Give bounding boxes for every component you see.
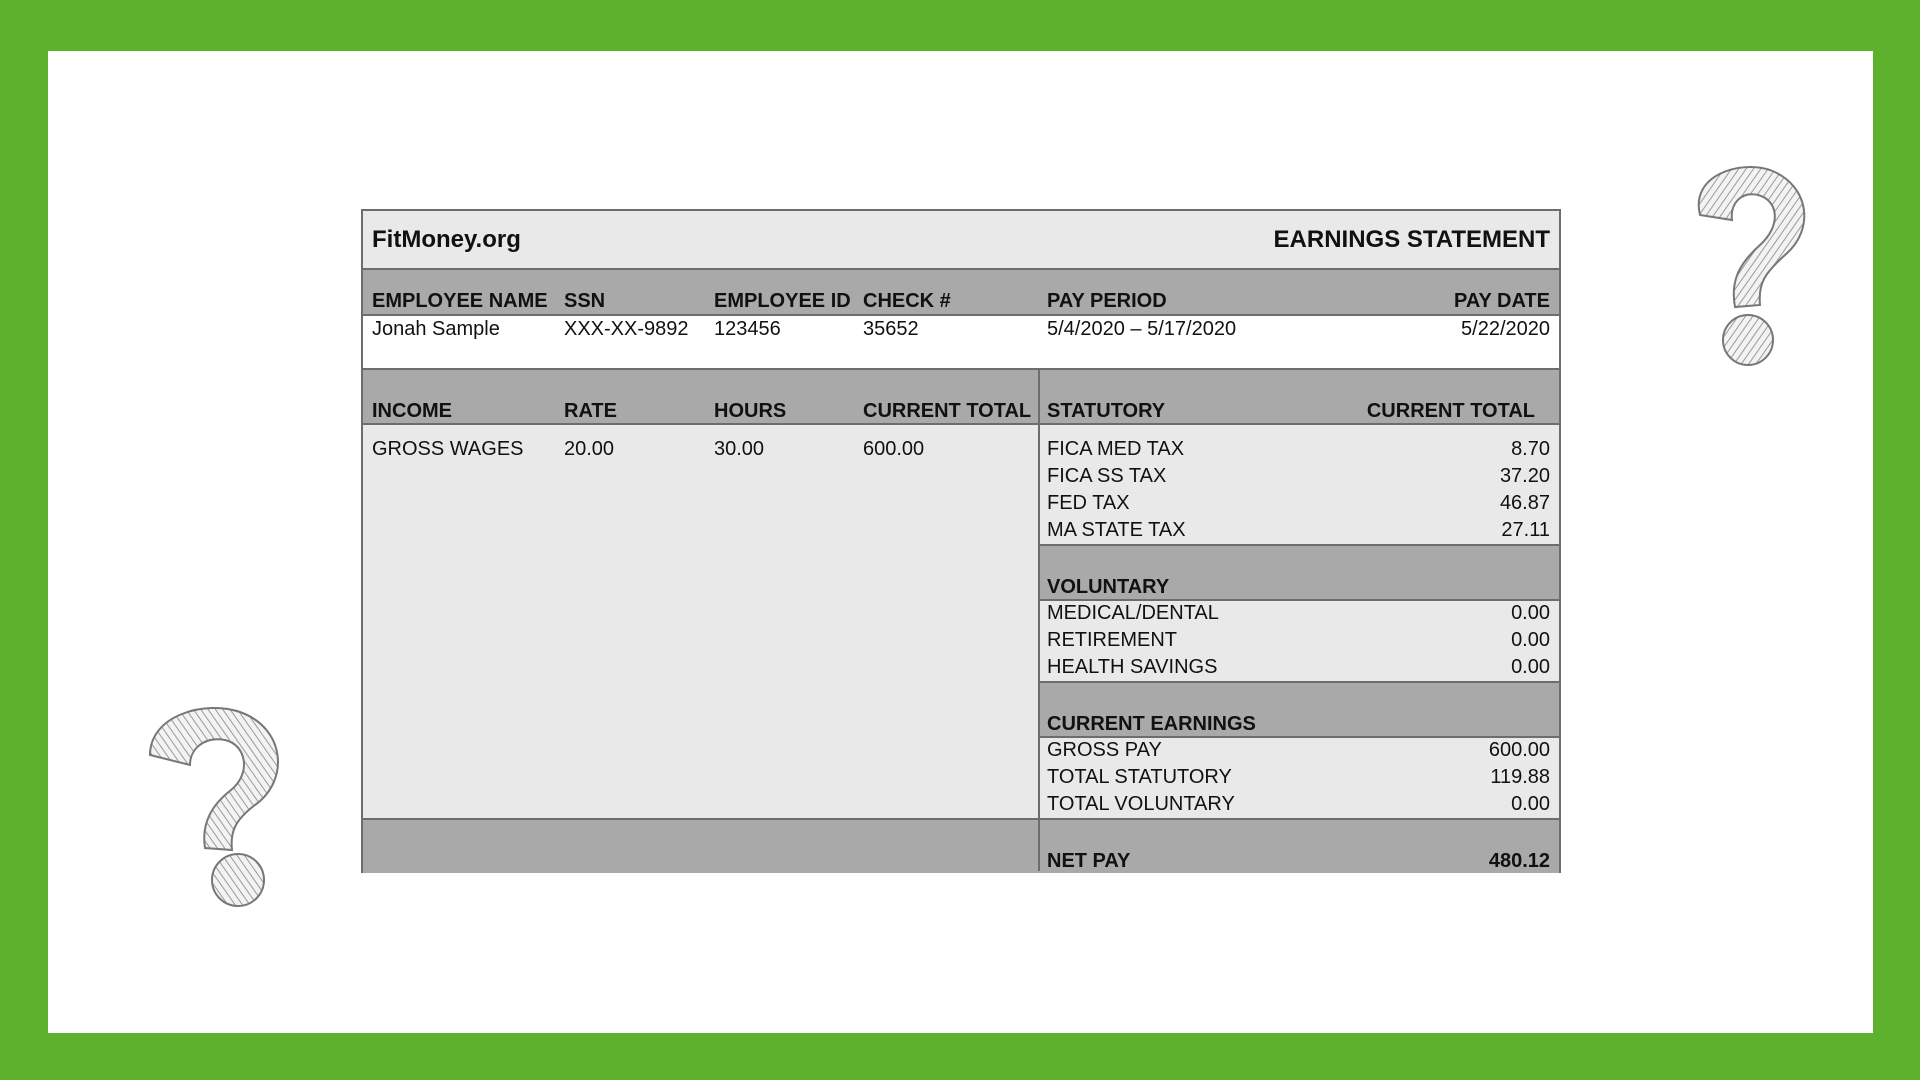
income-rate: 20.00	[564, 438, 615, 460]
ssn-header: SSN	[564, 290, 606, 312]
voluntary-label: RETIREMENT	[1047, 629, 1177, 651]
voluntary-header: VOLUNTARY	[1047, 576, 1170, 598]
income-header: INCOME	[372, 400, 452, 422]
pay-period: 5/4/2020 – 5/17/2020	[1047, 318, 1237, 340]
earnings-value: 119.88	[1490, 766, 1550, 788]
income-header-band	[363, 370, 1559, 423]
voluntary-value: 0.00	[1511, 629, 1550, 651]
check-number: 35652	[863, 318, 919, 340]
column-divider	[1038, 370, 1040, 871]
net-pay-value: 480.12	[1488, 850, 1550, 872]
earnings-label: TOTAL VOLUNTARY	[1047, 793, 1235, 815]
question-mark-icon	[1660, 155, 1815, 370]
voluntary-label: MEDICAL/DENTAL	[1047, 602, 1219, 624]
pay-date: 5/22/2020	[1461, 318, 1550, 340]
company-name: FitMoney.org	[372, 226, 521, 253]
statutory-current-total-header: CURRENT TOTAL	[1366, 400, 1535, 422]
title-band	[363, 211, 1559, 268]
statutory-label: FICA SS TAX	[1047, 465, 1167, 487]
employee-info-row	[363, 316, 1559, 368]
statutory-value: 8.70	[1511, 438, 1550, 460]
current-earnings-header: CURRENT EARNINGS	[1047, 713, 1256, 735]
statutory-label: FICA MED TAX	[1047, 438, 1185, 460]
employee-name-header: EMPLOYEE NAME	[372, 290, 548, 312]
question-mark-icon	[135, 700, 295, 915]
rate-header: RATE	[564, 400, 617, 422]
net-pay-band	[363, 820, 1559, 873]
ssn: XXX-XX-9892	[564, 318, 689, 340]
statutory-value: 27.11	[1501, 519, 1550, 541]
statutory-label: FED TAX	[1047, 492, 1130, 514]
current-earnings-header-band	[1040, 683, 1559, 736]
net-pay-label: NET PAY	[1047, 850, 1131, 872]
voluntary-value: 0.00	[1511, 656, 1550, 678]
employee-header-band	[363, 270, 1559, 314]
income-current-total-header: CURRENT TOTAL	[863, 400, 1032, 422]
pay-period-header: PAY PERIOD	[1047, 290, 1167, 312]
earnings-label: TOTAL STATUTORY	[1047, 766, 1232, 788]
statutory-value: 46.87	[1499, 492, 1550, 514]
check-number-header: CHECK #	[863, 290, 951, 312]
statutory-value: 37.20	[1499, 465, 1550, 487]
income-label: GROSS WAGES	[372, 438, 524, 460]
employee-name: Jonah Sample	[372, 318, 500, 340]
document-title: EARNINGS STATEMENT	[1273, 226, 1550, 253]
voluntary-header-band	[1040, 546, 1559, 599]
pay-date-header: PAY DATE	[1454, 290, 1550, 312]
income-hours: 30.00	[714, 438, 765, 460]
employee-id-header: EMPLOYEE ID	[714, 290, 851, 312]
statutory-label: MA STATE TAX	[1047, 519, 1186, 541]
voluntary-value: 0.00	[1511, 602, 1550, 624]
voluntary-label: HEALTH SAVINGS	[1047, 656, 1218, 678]
earnings-statement	[361, 209, 1561, 873]
statutory-header: STATUTORY	[1047, 400, 1166, 422]
earnings-value: 0.00	[1511, 793, 1550, 815]
earnings-label: GROSS PAY	[1047, 739, 1162, 761]
income-current-total: 600.00	[863, 438, 925, 460]
employee-id: 123456	[714, 318, 781, 340]
earnings-value: 600.00	[1488, 739, 1550, 761]
hours-header: HOURS	[714, 400, 787, 422]
